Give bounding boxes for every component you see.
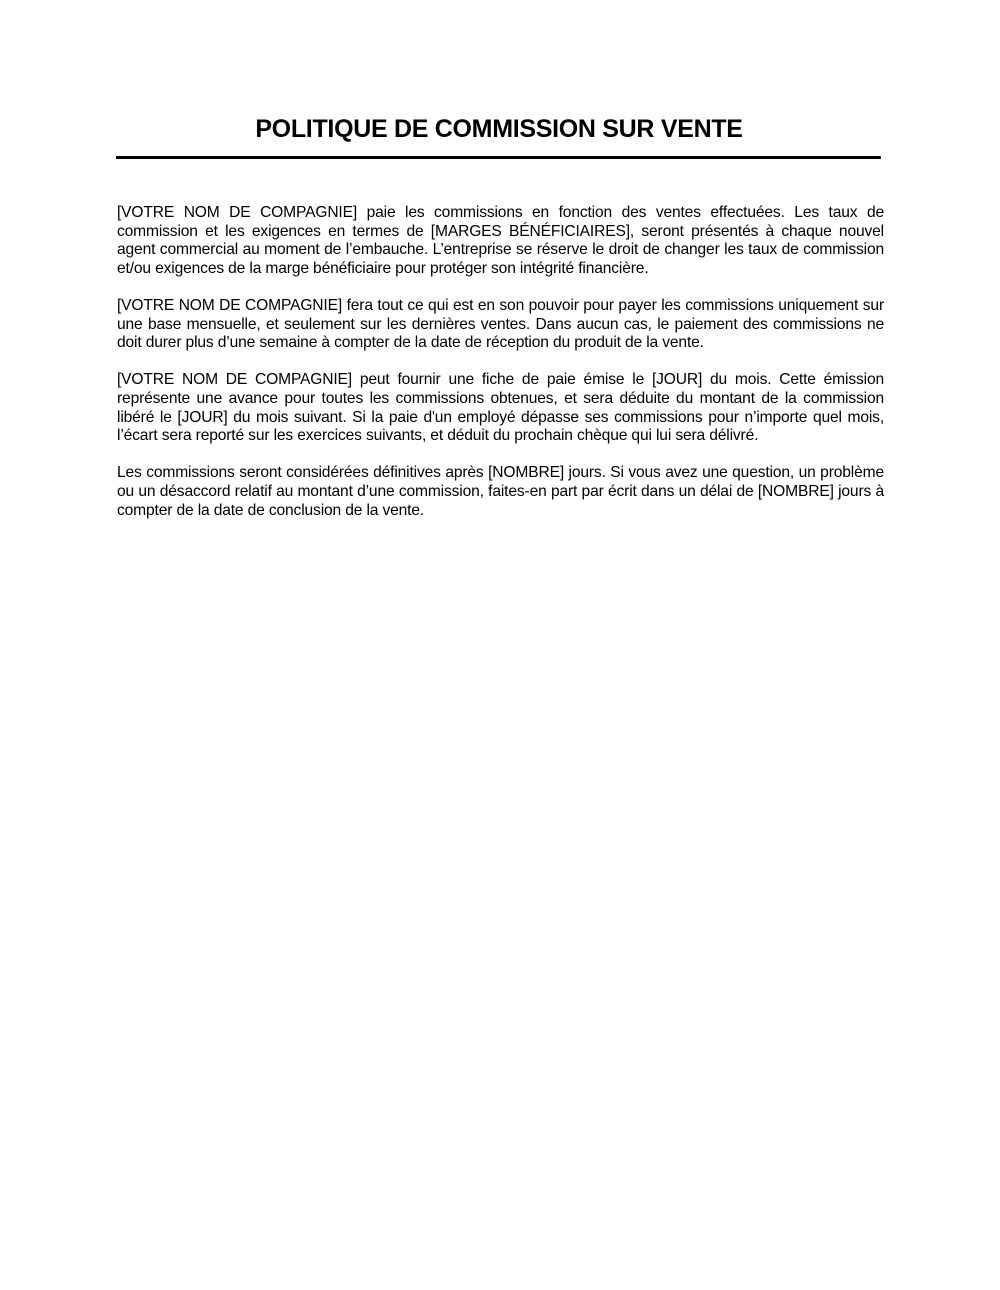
paragraph-pay-advance: [VOTRE NOM DE COMPAGNIE] peut fournir une fiche de paie émise le [JOUR] du mois. Cette émission représente une avance pour toutes les commissions obtenues, et sera déduite du montant de la commission libéré le [JOUR] du mois suivant. Si la paie d'un employé dépasse ses commissions pour n’importe quel mois, l’écart sera reporté sur les exercices suivants, et déduit du prochain chèque qui lui sera délivré. — [117, 371, 884, 445]
title-underline-rule — [116, 156, 881, 159]
paragraph-commission-rates: [VOTRE NOM DE COMPAGNIE] paie les commissions en fonction des ventes effectuées. Les taux de commission et les exigences en termes de [MARGES BÉNÉFICIAIRES], seront présentés à chaque nouvel agent commercial au moment de l’embauche. L’entreprise se réserve le droit de changer les taux de commission et/ou exigences de la marge bénéficiaire pour protéger son intégrité financière. — [117, 204, 884, 277]
document-title: POLITIQUE DE COMMISSION SUR VENTE — [255, 115, 743, 143]
document-body — [117, 204, 884, 539]
paragraph-payment-schedule: [VOTRE NOM DE COMPAGNIE] fera tout ce qui est en son pouvoir pour payer les commissions uniquement sur une base mensuelle, et seulement sur les dernières ventes. Dans aucun cas, le paiement des commissions ne doit durer plus d’une semaine à compter de la date de réception du produit de la vente. — [117, 296, 884, 352]
paragraph-disputes: Les commissions seront considérées définitives après [NOMBRE] jours. Si vous avez une question, un problème ou un désaccord relatif au montant d’une commission, faites-en part par écrit dans un délai de [NOMBRE] jours à compter de la date de conclusion de la vente. — [117, 464, 884, 519]
